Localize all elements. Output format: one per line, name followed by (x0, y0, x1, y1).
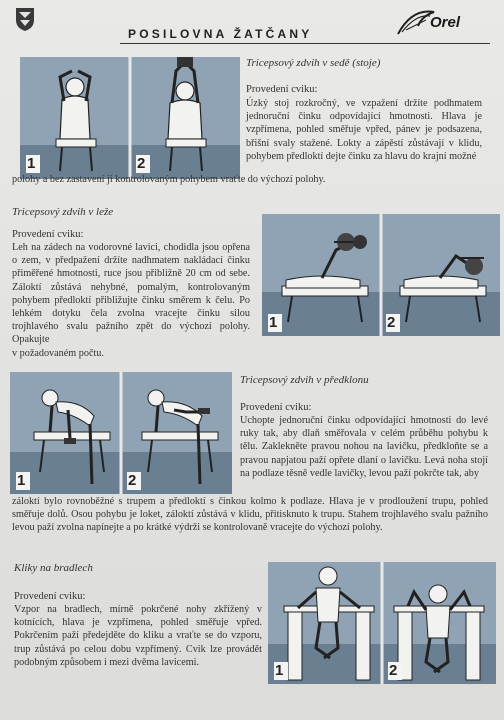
step-number-1: 1 (17, 472, 26, 489)
step-number-2: 2 (137, 155, 146, 172)
step-number-2: 2 (389, 662, 398, 679)
exercise-1-title: Tricepsový zdvih v sedě (stoje) (246, 57, 381, 69)
exercise-1-label: Provedení cviku: (246, 84, 318, 95)
step-number-1: 1 (27, 155, 36, 172)
step-number-2: 2 (387, 314, 396, 331)
club-emblem-icon (14, 6, 36, 32)
exercise-3-label: Provedení cviku: (240, 402, 312, 413)
exercise-2-illustration (262, 214, 500, 336)
header-divider (120, 43, 490, 44)
exercise-4-text: Vzpor na bradlech, mírně pokrčené nohy zkřížený v kotnících, hlava je vzpřímena, pohled směřuje vpřed. Pokrčením paží předejděte do kliku a vraťte se do vzporu, trup zůstává po celou dobu vzpřímený. Cvik lze provádět podobným způsobem i mezi dvěma lavicemi. (14, 604, 262, 668)
exercise-2-text: Leh na zádech na vodorovné lavici, chodidla jsou opřena o zem, v předpažení držíte nadhmatem nakládací činku přiměřené hmotnosti, ruce jsou přibližně 20 cm od sebe. Záloktí zůstává nehybné, pomalým, kontrolovaným pohybem předloktí přibližujte činku směrem k čelu. Po lehkém dotyku čela zvolna vracejte činku silou trojhlavého svalu pažního zpět do výchozí polohy. Opakujte (12, 242, 250, 346)
step-number-1: 1 (269, 314, 278, 331)
page-title: POSILOVNA ŽATČANY (128, 27, 313, 41)
exercise-4-illustration (268, 562, 496, 684)
exercise-3-text-tail: záloktí bylo rovnoběžné s trupem a předloktí s činkou kolmo k podlaze. Hlava je v prodloužení trupu, pohled směřuje dolů. Osou pohybu je loket, záloktí zůstává v klidu, přitisknuto k trupu. Stahem trojhlavého svalu pažního levou paží zvolna napínejte a po krátké výdrži se kontrolovaně vracejte do výchozí polohy. (12, 496, 488, 534)
exercise-4-title: Kliky na bradlech (14, 562, 93, 574)
exercise-1-illustration (20, 57, 240, 179)
brand-name: Orel (430, 14, 461, 31)
exercise-3-title: Tricepsový zdvih v předklonu (240, 374, 369, 386)
exercise-2-text-tail: v požadovaném počtu. (12, 348, 104, 359)
exercise-4-label: Provedení cviku: (14, 591, 86, 602)
exercise-3-text: Uchopte jednoruční činku odpovídající hmotnosti do levé ruky tak, aby dlaň směřovala v celém průběhu pohybu k tělu. Zaklekněte pravou nohou na lavičku, předkloňte se a pravou napjatou paží opřete dlaní o lavičku. Levá noha stojí na podlaze těsně vedle lavičky, levou paží pokrčte tak, aby (240, 415, 488, 479)
page-header (0, 0, 504, 50)
step-number-2: 2 (128, 472, 137, 489)
step-number-1: 1 (275, 662, 284, 679)
exercise-2-title: Tricepsový zdvih v leže (12, 206, 114, 218)
exercise-2-label: Provedení cviku: (12, 229, 84, 240)
exercise-1-text: Úzký stoj rozkročný, ve vzpažení držíte podhmatem jednoruční činku odpovídající hmotnosti. Hlava je vzpřímena, pohled směřuje vpřed, pánev je podsazena, břišní svaly stažené. Lokty a zápěstí zůstávají v klidu, pohybem předloktí dejte činku za hlavu do krajní možné (246, 98, 482, 162)
exercise-3-illustration (10, 372, 232, 494)
exercise-1-text-tail: polohy a bez zastavení ji kontrolovaným pohybem vraťte do výchozí polohy. (12, 174, 326, 185)
